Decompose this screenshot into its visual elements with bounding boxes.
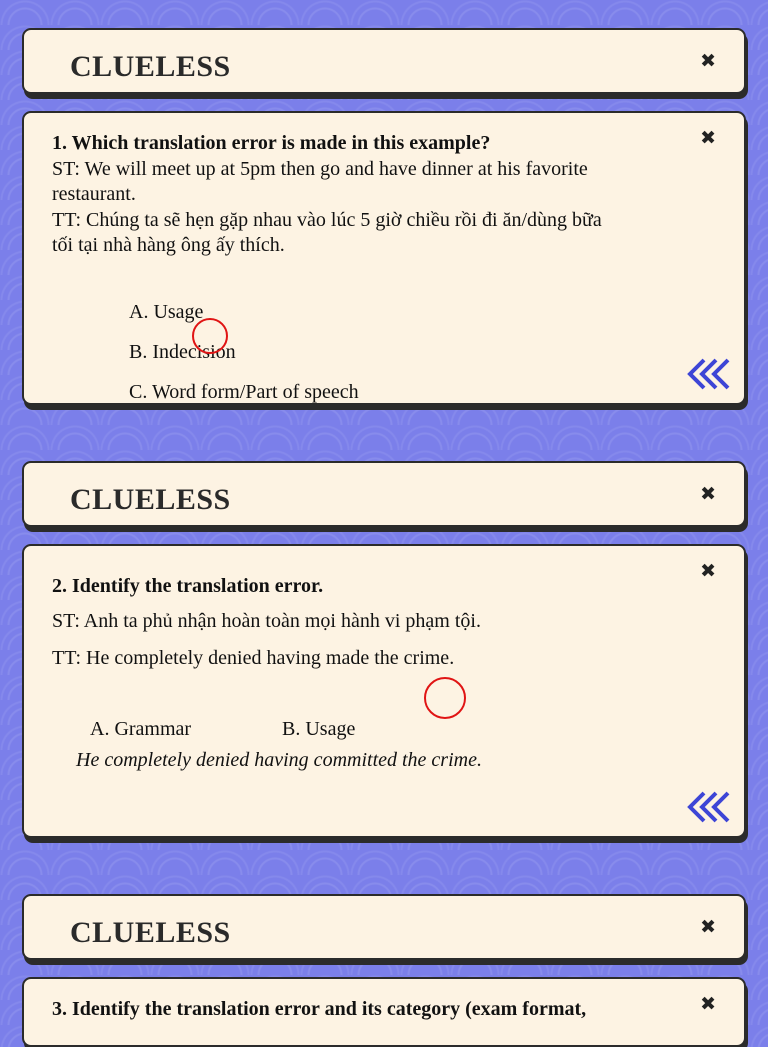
target-text: TT: He completely denied having made the crime.: [52, 647, 455, 669]
close-icon[interactable]: ✖: [700, 916, 716, 938]
question-heading: 1. Which translation error is made in this example?: [52, 132, 491, 154]
question-heading: 3. Identify the translation error and its category (exam format,: [52, 998, 587, 1020]
window-title: CLUELESS: [70, 483, 231, 516]
question-card-1: [22, 111, 746, 405]
option-b[interactable]: B. Indecision: [129, 341, 236, 363]
question-heading: 2. Identify the translation error.: [52, 575, 324, 597]
target-text-continued: tối tại nhà hàng ông ấy thích.: [52, 234, 285, 256]
title-bar-3: [22, 894, 746, 960]
double-chevron-left-icon[interactable]: [686, 790, 730, 824]
close-icon[interactable]: ✖: [700, 560, 716, 582]
target-text: TT: Chúng ta sẽ hẹn gặp nhau vào lúc 5 giờ chiều rồi đi ăn/dùng bữa: [52, 208, 602, 231]
option-a[interactable]: A. Grammar: [90, 718, 192, 740]
source-text: ST: We will meet up at 5pm then go and have dinner at his favorite: [52, 157, 588, 180]
option-c[interactable]: C. Word form/Part of speech: [129, 381, 359, 403]
correct-answer-text: He completely denied having committed the crime.: [76, 749, 482, 771]
option-a[interactable]: A. Usage: [129, 301, 204, 323]
window-title: CLUELESS: [70, 50, 231, 83]
double-chevron-left-icon[interactable]: [686, 357, 730, 391]
question-card-3: [22, 977, 746, 1047]
selection-marker: [192, 318, 228, 354]
question-card-2: [22, 544, 746, 838]
title-bar-1: [22, 28, 746, 94]
source-text: ST: Anh ta phủ nhận hoàn toàn mọi hành vi phạm tội.: [52, 610, 481, 632]
selection-marker: [424, 677, 466, 719]
source-text-continued: restaurant.: [52, 183, 136, 205]
title-bar-2: [22, 461, 746, 527]
close-icon[interactable]: ✖: [700, 50, 716, 72]
close-icon[interactable]: ✖: [700, 483, 716, 505]
option-b[interactable]: B. Usage: [282, 718, 356, 740]
close-icon[interactable]: ✖: [700, 993, 716, 1015]
question-text: [52, 131, 602, 259]
window-title: CLUELESS: [70, 916, 231, 949]
close-icon[interactable]: ✖: [700, 127, 716, 149]
